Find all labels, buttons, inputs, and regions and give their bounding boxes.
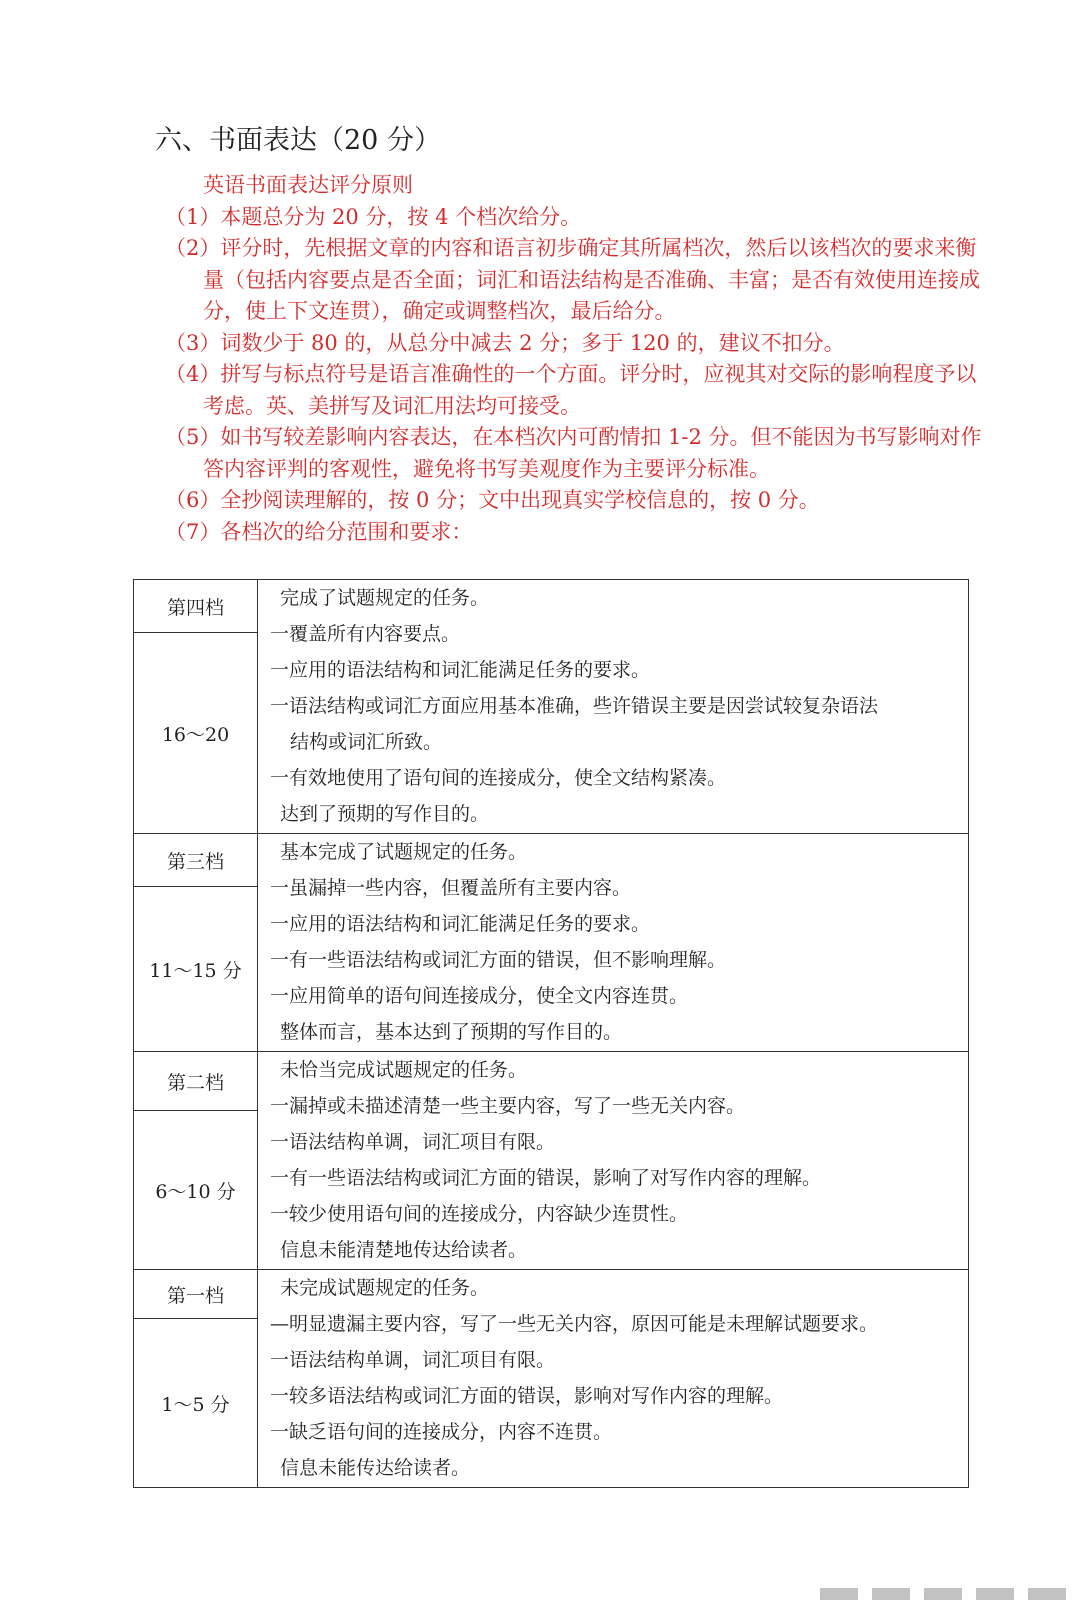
principle-item: （4）拼写与标点符号是语言准确性的一个方面。评分时，应视其对交际的影响程度予以考虑。英、美拼写及词汇用法均可接受。 — [165, 362, 977, 418]
principles-title: 英语书面表达评分原则 — [203, 173, 413, 197]
desc-line: 一缺乏语句间的连接成分，内容不连贯。 — [270, 1421, 613, 1443]
desc-line: 一应用的语法结构和词汇能满足任务的要求。 — [270, 913, 651, 935]
desc-line: 一虽漏掉一些内容，但覆盖所有主要内容。 — [270, 877, 632, 899]
level-label: 第四档 — [134, 580, 258, 633]
desc-line: 一有效地使用了语句间的连接成分，使全文结构紧凑。 — [270, 767, 727, 789]
desc-line: 一语法结构单调，词汇项目有限。 — [270, 1349, 556, 1371]
desc-line: 一应用的语法结构和词汇能满足任务的要求。 — [270, 659, 651, 681]
rubric-table — [133, 579, 969, 1488]
level-description — [258, 834, 969, 1052]
desc-line: 未完成试题规定的任务。 — [280, 1277, 490, 1299]
level-label: 第三档 — [134, 834, 258, 887]
desc-line: —明显遗漏主要内容，写了一些无关内容，原因可能是未理解试题要求。 — [270, 1313, 879, 1335]
level-description — [258, 1052, 969, 1270]
rubric-row-level3 — [134, 834, 969, 887]
desc-line: 完成了试题规定的任务。 — [280, 587, 490, 609]
rubric-row-level2 — [134, 1052, 969, 1111]
level-description — [258, 580, 969, 834]
principle-item: （7）各档次的给分范围和要求： — [165, 519, 473, 544]
score-range: 1～5 分 — [134, 1319, 258, 1488]
desc-line: 整体而言，基本达到了预期的写作目的。 — [280, 1021, 623, 1043]
principle-item: （5）如书写较差影响内容表达，在本档次内可酌情扣 1-2 分。但不能因为书写影响对作答内容评判的客观性，避免将书写美观度作为主要评分标准。 — [165, 425, 982, 481]
principle-item: （2）评分时，先根据文章的内容和语言初步确定其所属档次，然后以该档次的要求来衡量（包括内容要点是否全面；词汇和语法结构是否准确、丰富；是否有效使用连接成分，使上下文连贯），确定或调整档次，最后给分。 — [165, 236, 980, 323]
principle-item: （1）本题总分为 20 分，按 4 个档次给分。 — [165, 204, 582, 229]
desc-line: 一较少使用语句间的连接成分，内容缺少连贯性。 — [270, 1203, 689, 1225]
desc-line: 一较多语法结构或词汇方面的错误，影响对写作内容的理解。 — [270, 1385, 784, 1407]
desc-line: 一应用简单的语句间连接成分，使全文内容连贯。 — [270, 985, 689, 1007]
rubric-row-level4 — [134, 580, 969, 633]
desc-line: 一有一些语法结构或词汇方面的错误，但不影响理解。 — [270, 949, 727, 971]
desc-line: 达到了预期的写作目的。 — [280, 803, 490, 825]
principle-item: （6）全抄阅读理解的，按 0 分；文中出现真实学校信息的，按 0 分。 — [165, 488, 820, 512]
desc-line: 一语法结构单调，词汇项目有限。 — [270, 1131, 556, 1153]
desc-line: 结构或词汇所致。 — [290, 731, 443, 753]
desc-line: 信息未能清楚地传达给读者。 — [280, 1239, 528, 1261]
level-label: 第一档 — [134, 1270, 258, 1319]
desc-line: 信息未能传达给读者。 — [280, 1457, 471, 1479]
score-range: 16～20 — [134, 633, 258, 834]
desc-line: 一漏掉或未描述清楚一些主要内容，写了一些无关内容。 — [270, 1095, 746, 1117]
rubric-row-level1 — [134, 1270, 969, 1319]
desc-line: 一覆盖所有内容要点。 — [270, 623, 461, 645]
level-label: 第二档 — [134, 1052, 258, 1111]
scoring-principles — [165, 170, 995, 548]
page-footer-decoration — [820, 1588, 1080, 1600]
level-description — [258, 1270, 969, 1488]
score-range: 6～10 分 — [134, 1111, 258, 1270]
desc-line: 一语法结构或词汇方面应用基本准确，些许错误主要是因尝试较复杂语法 — [270, 695, 879, 717]
desc-line: 未恰当完成试题规定的任务。 — [280, 1059, 528, 1081]
desc-line: 基本完成了试题规定的任务。 — [280, 841, 528, 863]
desc-line: 一有一些语法结构或词汇方面的错误，影响了对写作内容的理解。 — [270, 1167, 822, 1189]
principle-item: （3）词数少于 80 的，从总分中减去 2 分；多于 120 的，建议不扣分。 — [165, 330, 845, 355]
section-title: 六、书面表达（20 分） — [155, 125, 441, 156]
score-range: 11～15 分 — [134, 887, 258, 1052]
